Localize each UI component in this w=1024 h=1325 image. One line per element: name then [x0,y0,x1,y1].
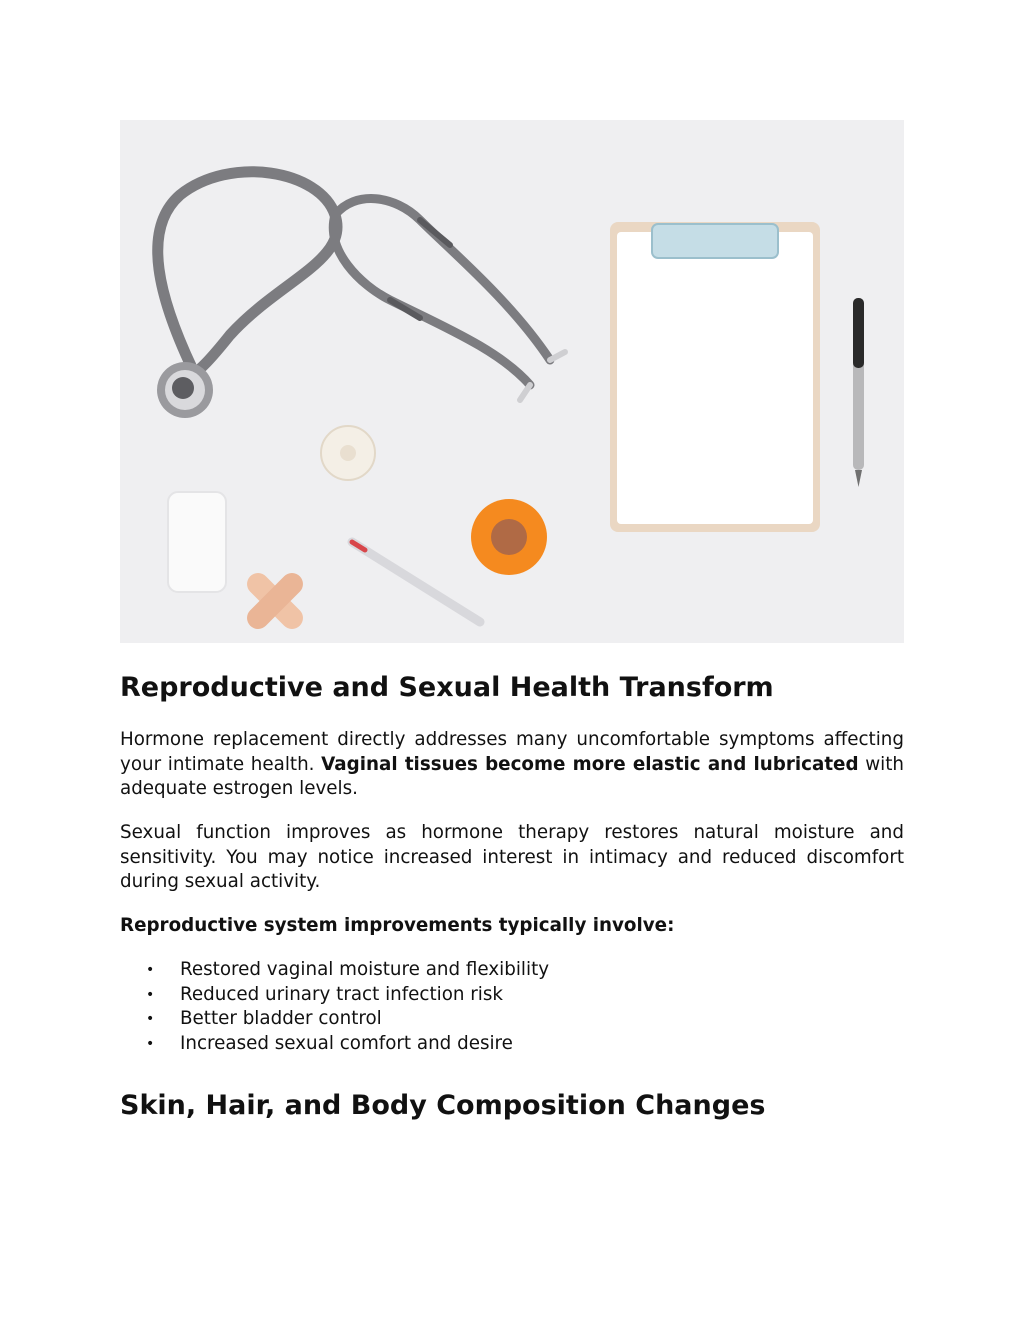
sexual-function-paragraph: Sexual function improves as hormone therapy restores natural moisture and sensitivity. You may notice increased interest in intimacy and reduced discomfort during sexual activity. [120,822,904,892]
bullet-icon: • [146,962,155,978]
list-item-text: Increased sexual comfort and desire [180,1032,513,1054]
list-item-text: Reduced urinary tract infection risk [180,983,504,1005]
intro-text-bold: Vaginal tissues become more elastic and lubricated [321,753,859,775]
bullet-icon: • [146,1035,155,1052]
list-item [120,1032,904,1057]
intro-text-end: with adequate estrogen levels. [120,753,904,799]
intro-text-start: Hormone replacement directly addresses many uncomfortable symptoms affecting your intimate health. [120,729,904,775]
intro-paragraph [120,728,904,802]
section-heading-reproductive: Reproductive and Sexual Health Transform [120,672,774,703]
list-item-text: Better bladder control [180,1008,382,1029]
list-intro: Reproductive system improvements typically involve: [120,915,675,936]
list-item [120,958,904,983]
pen-icon [853,298,864,487]
list-item [120,983,904,1008]
hero-image [120,120,904,643]
bullet-icon: • [146,986,155,1003]
bandage-roll-icon [321,426,375,480]
chestpiece-icon [157,362,213,418]
list-item-text: Restored vaginal moisture and flexibility [180,959,550,980]
section-heading-skin-hair: Skin, Hair, and Body Composition Changes [120,1090,766,1121]
gauze-icon [168,492,226,592]
tape-roll-icon [471,499,547,575]
bullet-icon: • [146,1011,155,1027]
clipboard-icon [610,222,820,532]
list-item [120,1007,904,1032]
improvements-list [120,958,904,1056]
